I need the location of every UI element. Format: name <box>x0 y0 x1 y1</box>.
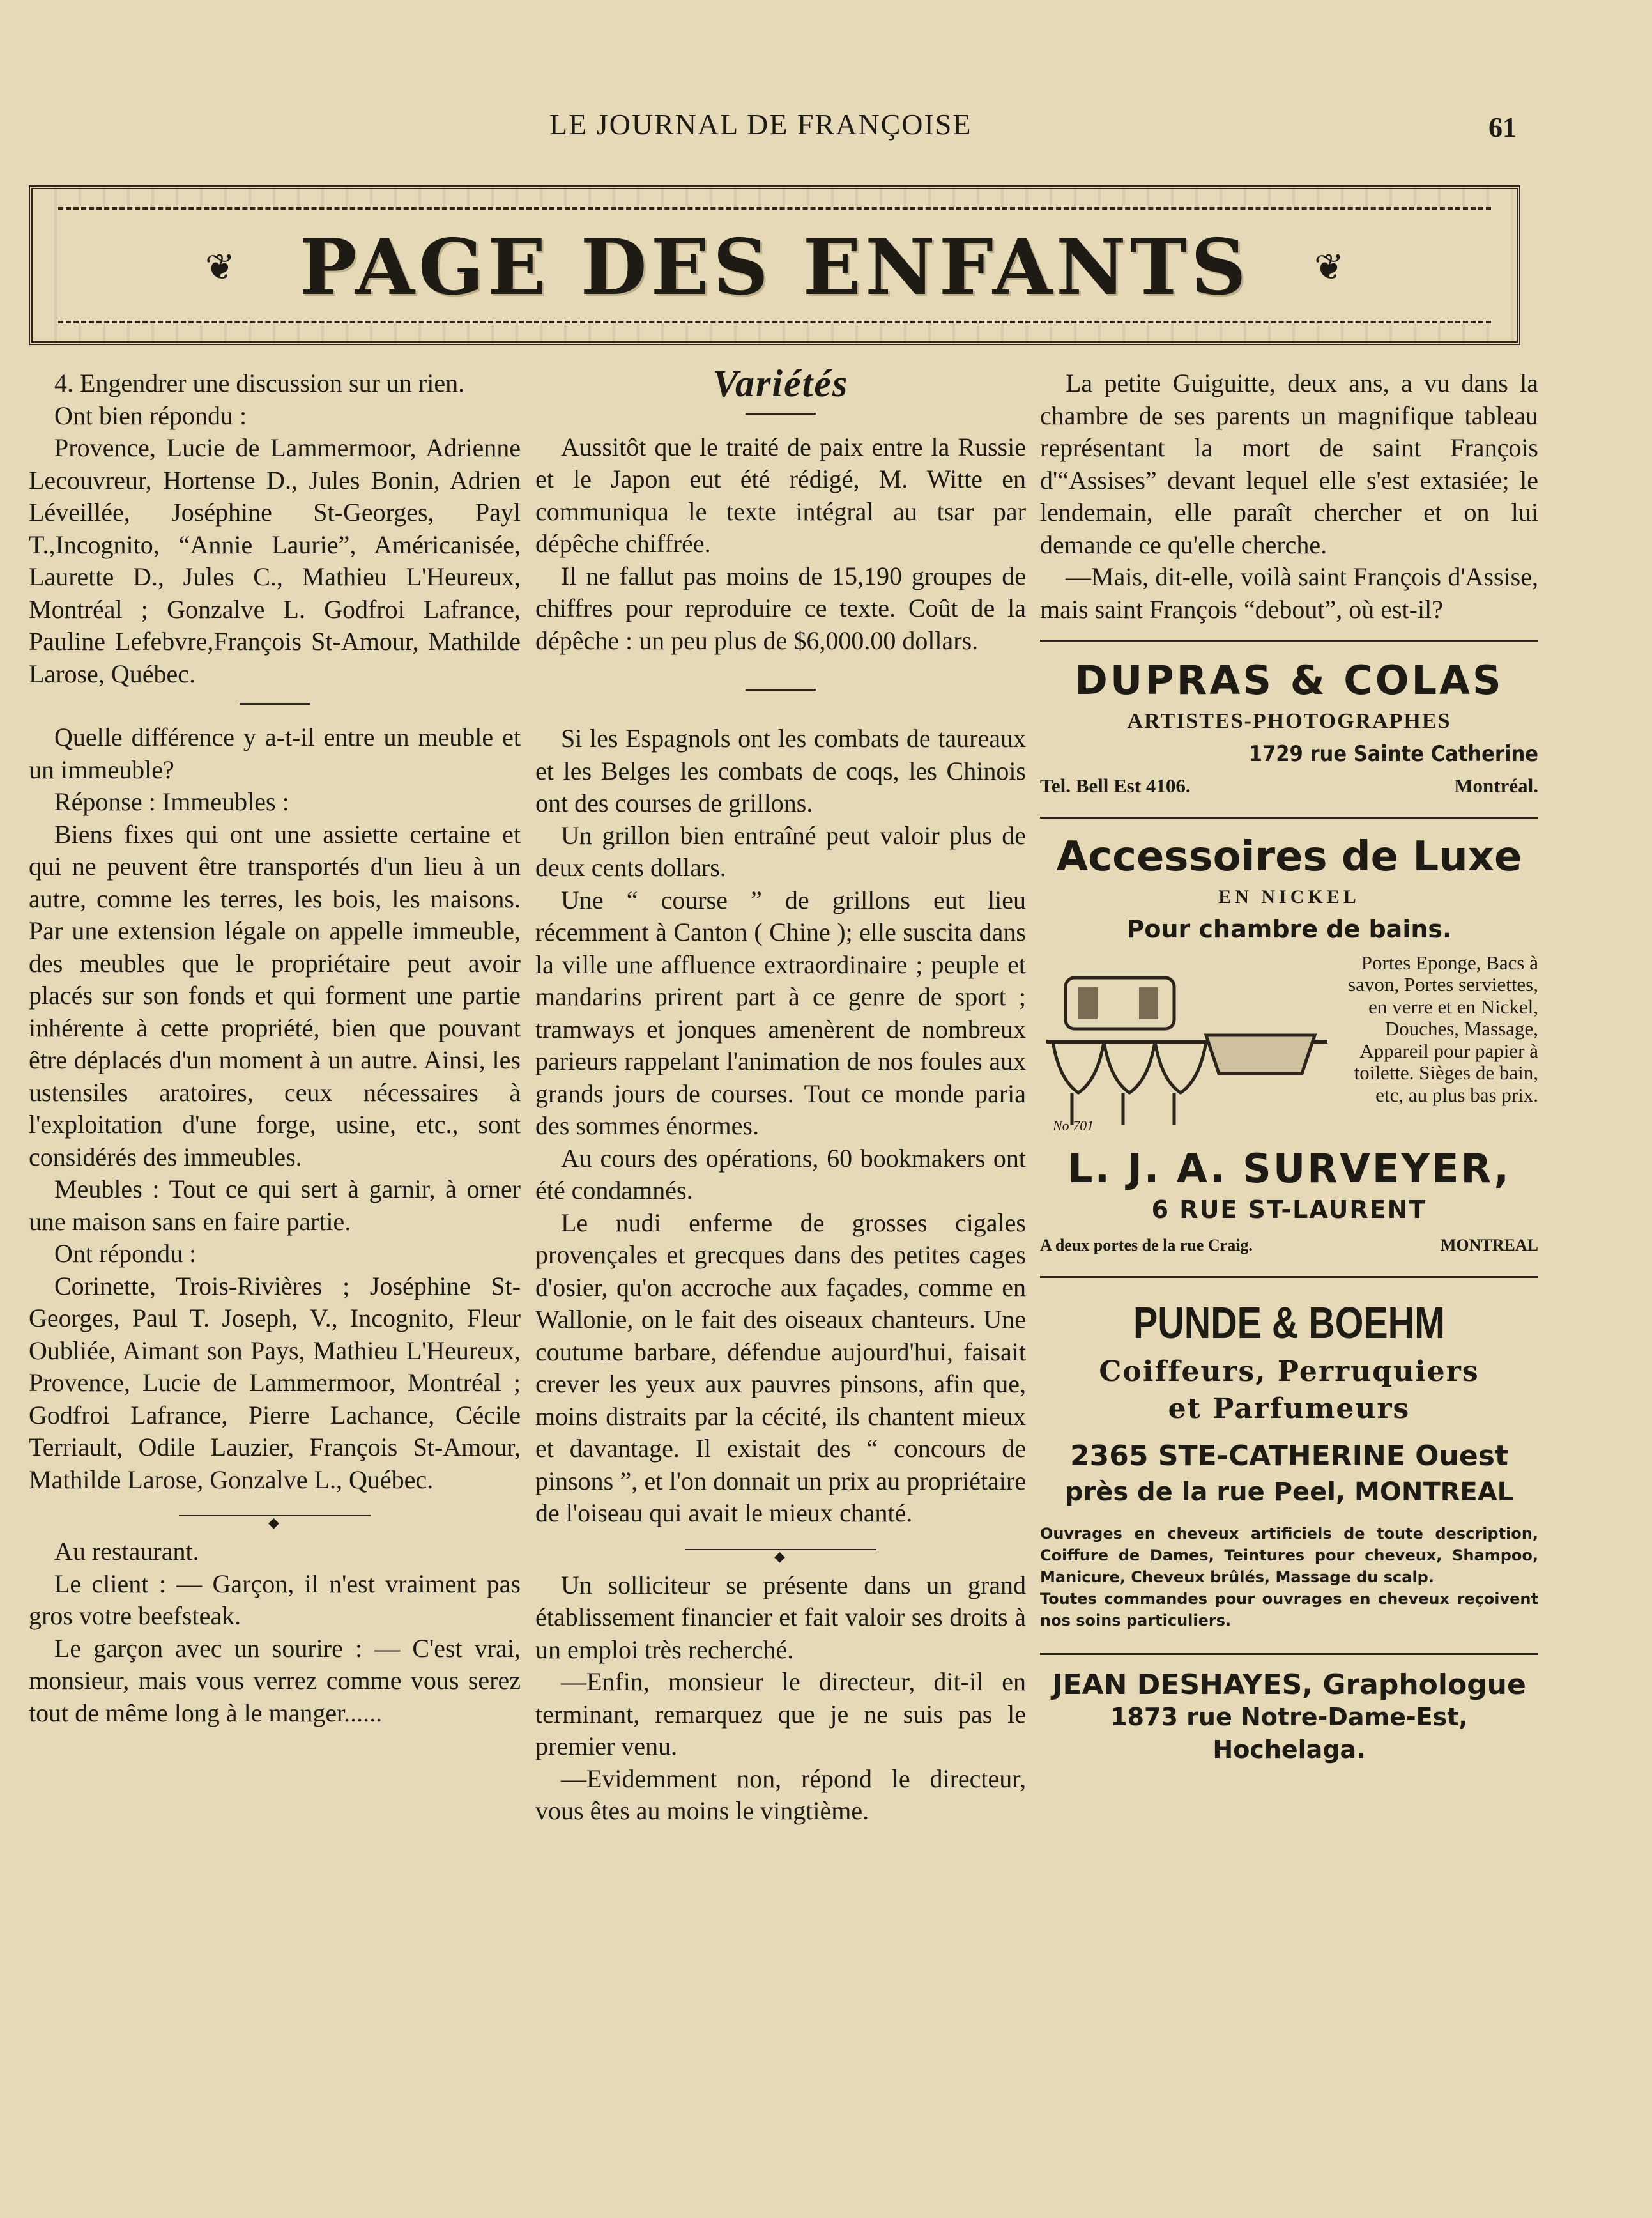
ad-company-name: JEAN DESHAYES, Graphologue <box>1052 1668 1526 1701</box>
bath-rack-illustration <box>1040 952 1334 1144</box>
divider <box>685 1548 876 1564</box>
ad-contact-row <box>1040 770 1538 803</box>
section-title: PAGE DES ENFANTS <box>299 222 1250 312</box>
paragraph: Aussitôt que le traité de paix entre la Russie et le Japon eut été rédigé, M. Witte en communiqua le texte intégral au tsar par dépêche chiffrée. <box>535 432 1026 558</box>
paragraph: Réponse : Immeubles : <box>54 787 289 816</box>
ad-punde-boehm <box>1040 1292 1538 1631</box>
column-middle <box>535 362 1026 1828</box>
ad-description: Portes Eponge, Bacs à savon, Portes serviettes, en verre et en Nickel, Douches, Massage, Appareil pour papier à toilette. Sièges de bain, etc, au plus bas prix. <box>1348 951 1538 1106</box>
paragraph: —Enfin, monsieur le directeur, dit-il en terminant, remarquez que je ne suis pas le premier venu. <box>535 1667 1026 1760</box>
paragraph: Quelle différence y a-t-il entre un meuble et un immeuble? <box>29 723 521 784</box>
ad-address-detail: près de la rue Peel, MONTREAL <box>1064 1477 1514 1507</box>
paragraph: 4. Engendrer une discussion sur un rien. <box>54 369 465 397</box>
paragraph: Si les Espagnols ont les combats de taureaux et les Belges les combats de coqs, les Chinois ont des courses de grillons. <box>535 724 1026 817</box>
ad-body <box>1040 952 1538 1144</box>
paragraph: Au restaurant. <box>54 1537 199 1566</box>
paragraph: Ont répondu : <box>54 1239 197 1268</box>
ad-trade: Coiffeurs, Perruquiers <box>1099 1355 1480 1388</box>
paragraph: Un grillon bien entraîné peut valoir plus de deux cents dollars. <box>535 820 1026 882</box>
running-head <box>0 107 1652 146</box>
fleuron-icon: ❦ <box>1314 248 1344 288</box>
column-left <box>29 367 521 1729</box>
ad-trade: et Parfumeurs <box>1168 1392 1411 1425</box>
divider <box>746 689 816 691</box>
paragraph: Provence, Lucie de Lammermoor, Adrienne Lecouvreur, Hortense D., Jules Bonin, Adrien Léveillée, Joséphine St-Georges, Payl T.,Incognito, “Annie Laurie”, Américanisée, Laurette D., Jules C., Mathieu L'Heureux, Montréal ; Gonzalve L. Godfroi Lafrance, Pauline Lefebvre,François St-Amour, Mathilde Larose, Québec. <box>29 433 521 688</box>
paragraph: Un solliciteur se présente dans un grand établissement financier et fait valoir ses droits à un emploi très recherché. <box>535 1570 1026 1664</box>
ad-address: 2365 STE-CATHERINE Ouest <box>1070 1439 1508 1472</box>
paragraph: Meubles : Tout ce qui sert à garnir, à orner une maison sans en faire partie. <box>29 1174 521 1236</box>
section-heading: Variétés <box>712 362 849 404</box>
paragraph: Ont bien répondu : <box>54 401 247 430</box>
paragraph: Il ne fallut pas moins de 15,190 groupes de chiffres pour reproduire ce texte. Coût de la dépêche : un peu plus de $6,000.00 dollars. <box>535 561 1026 655</box>
column-right <box>1040 367 1538 1766</box>
divider <box>179 1514 371 1530</box>
paragraph: Corinette, Trois-Rivières ; Joséphine St-Georges, Paul T. Joseph, V., Incognito, Fleur Oubliée, Aimant son Pays, Mathieu L'Heureux, Provence, Lucie de Lammermoor, Montréal ; Godfroi Lafrance, Pierre Lachance, Cécile Terriault, Odile Lauzier, François St-Amour, Mathilde Larose, Gonzalve L., Québec. <box>29 1271 521 1494</box>
ad-divider <box>1040 1653 1538 1655</box>
paragraph: —Evidemment non, répond le directeur, vous êtes au moins le vingtième. <box>535 1764 1026 1825</box>
paragraph: —Mais, dit-elle, voilà saint François d'Assise, mais saint François “debout”, où est-il? <box>1040 562 1538 624</box>
ad-trade: ARTISTES-PHOTOGRAPHES <box>1127 709 1451 733</box>
page-number: 61 <box>1488 112 1517 143</box>
ad-address: 6 RUE ST-LAURENT <box>1151 1195 1427 1224</box>
ad-location-row <box>1040 1229 1538 1262</box>
ad-company-name: DUPRAS & COLAS <box>1075 657 1504 704</box>
ad-services: Ouvrages en cheveux artificiels de toute description, Coiffure de Dames, Teintures pour cheveux, Shampoo, Manicure, Cheveux brûlés, Massage du scalp. <box>1040 1524 1538 1586</box>
model-number: No 701 <box>1053 1118 1094 1134</box>
diamond-icon: ◆ <box>774 1548 785 1564</box>
ad-company-name: L. J. A. SURVEYER, <box>1067 1144 1511 1192</box>
paragraph: Au cours des opérations, 60 bookmakers ont été condamnés. <box>535 1143 1026 1205</box>
paragraph: Le client : — Garçon, il n'est vraiment pas gros votre beefsteak. <box>29 1569 521 1630</box>
section-banner <box>29 185 1520 345</box>
ad-accessoires-luxe <box>1040 833 1538 1262</box>
ad-dupras-colas <box>1040 656 1538 803</box>
paragraph: Biens fixes qui ont une assiette certaine et qui ne peuvent être transportés d'un lieu à un autre, comme les terres, les bois, les maisons. Par une extension légale on appelle immeuble, des meubles que le propriétaire peut avoir placés sur son fonds et qui forment une partie inhérente à cette propriété, bien que pouvant être déplacés d'un moment à un autre. Ainsi, les ustensiles aratoires, ceux nécessaires à l'exploitation d'une forge, usine, etc., sont considérés des immeubles. <box>29 819 521 1171</box>
ad-title: Accessoires de Luxe <box>1056 833 1522 881</box>
ad-note: A deux portes de la rue Craig. <box>1040 1236 1253 1254</box>
ad-jean-deshayes <box>1040 1669 1538 1766</box>
running-title: LE JOURNAL DE FRANÇOISE <box>549 108 972 141</box>
ad-subtitle: EN NICKEL <box>1218 886 1360 907</box>
banner-frame <box>58 207 1491 323</box>
paragraph: Une “ course ” de grillons eut lieu récemment à Canton ( Chine ); elle suscita dans la ville une affluence extraordinaire ; peuple et mandarins prirent part à ce genre de sport ; tramways et jonques amenèrent de nombreux parieurs rappelant l'animation de nos foules aux grands jours de courses. Tout ce monde paria des sommes énormes. <box>535 885 1026 1140</box>
ad-city: Montréal. <box>1454 774 1538 797</box>
ad-address: 1873 rue Notre-Dame-Est, Hochelaga. <box>1110 1703 1468 1764</box>
ad-divider <box>1040 817 1538 819</box>
paragraph: Le nudi enferme de grosses cigales provençales et grecques dans des petites cages d'osier, qu'on accroche aux façades, comme en Wallonie, on le fait des oiseaux chanteurs. Une coutume barbare, défendue aujourd'hui, faisait crever les yeux aux pauvres pinsons, afin que, moins distraits par la cécité, ils chantent mieux et davantage. Il existait des “ concours de pinsons ”, et l'on donnait un prix au propriétaire de l'oiseau qui avait le mieux chanté. <box>535 1208 1026 1527</box>
ad-tagline: Pour chambre de bains. <box>1126 915 1452 943</box>
diamond-icon: ◆ <box>268 1514 279 1530</box>
fleuron-icon: ❦ <box>205 248 235 288</box>
paragraph: La petite Guiguitte, deux ans, a vu dans la chambre de ses parents un magnifique tableau représentant la mort de saint François d'“Assises” devant lequel elle s'est extasiée; le lendemain, elle paraît chercher et on lui demande ce qu'elle cherche. <box>1040 369 1538 559</box>
divider <box>746 413 816 415</box>
paragraph: Le garçon avec un sourire : — C'est vrai, monsieur, mais vous verrez comme vous serez tout de même long à le manger...... <box>29 1633 521 1727</box>
ad-divider <box>1040 1276 1538 1278</box>
ad-city: MONTREAL <box>1440 1236 1538 1254</box>
ad-divider <box>1040 640 1538 642</box>
divider <box>240 703 310 705</box>
ad-address: 1729 rue Sainte Catherine <box>1248 741 1538 767</box>
ad-note: Toutes commandes pour ouvrages en cheveux reçoivent nos soins particuliers. <box>1040 1589 1538 1629</box>
ad-telephone: Tel. Bell Est 4106. <box>1040 774 1191 797</box>
ad-company-name: PUNDE & BOEHM <box>1133 1297 1445 1348</box>
